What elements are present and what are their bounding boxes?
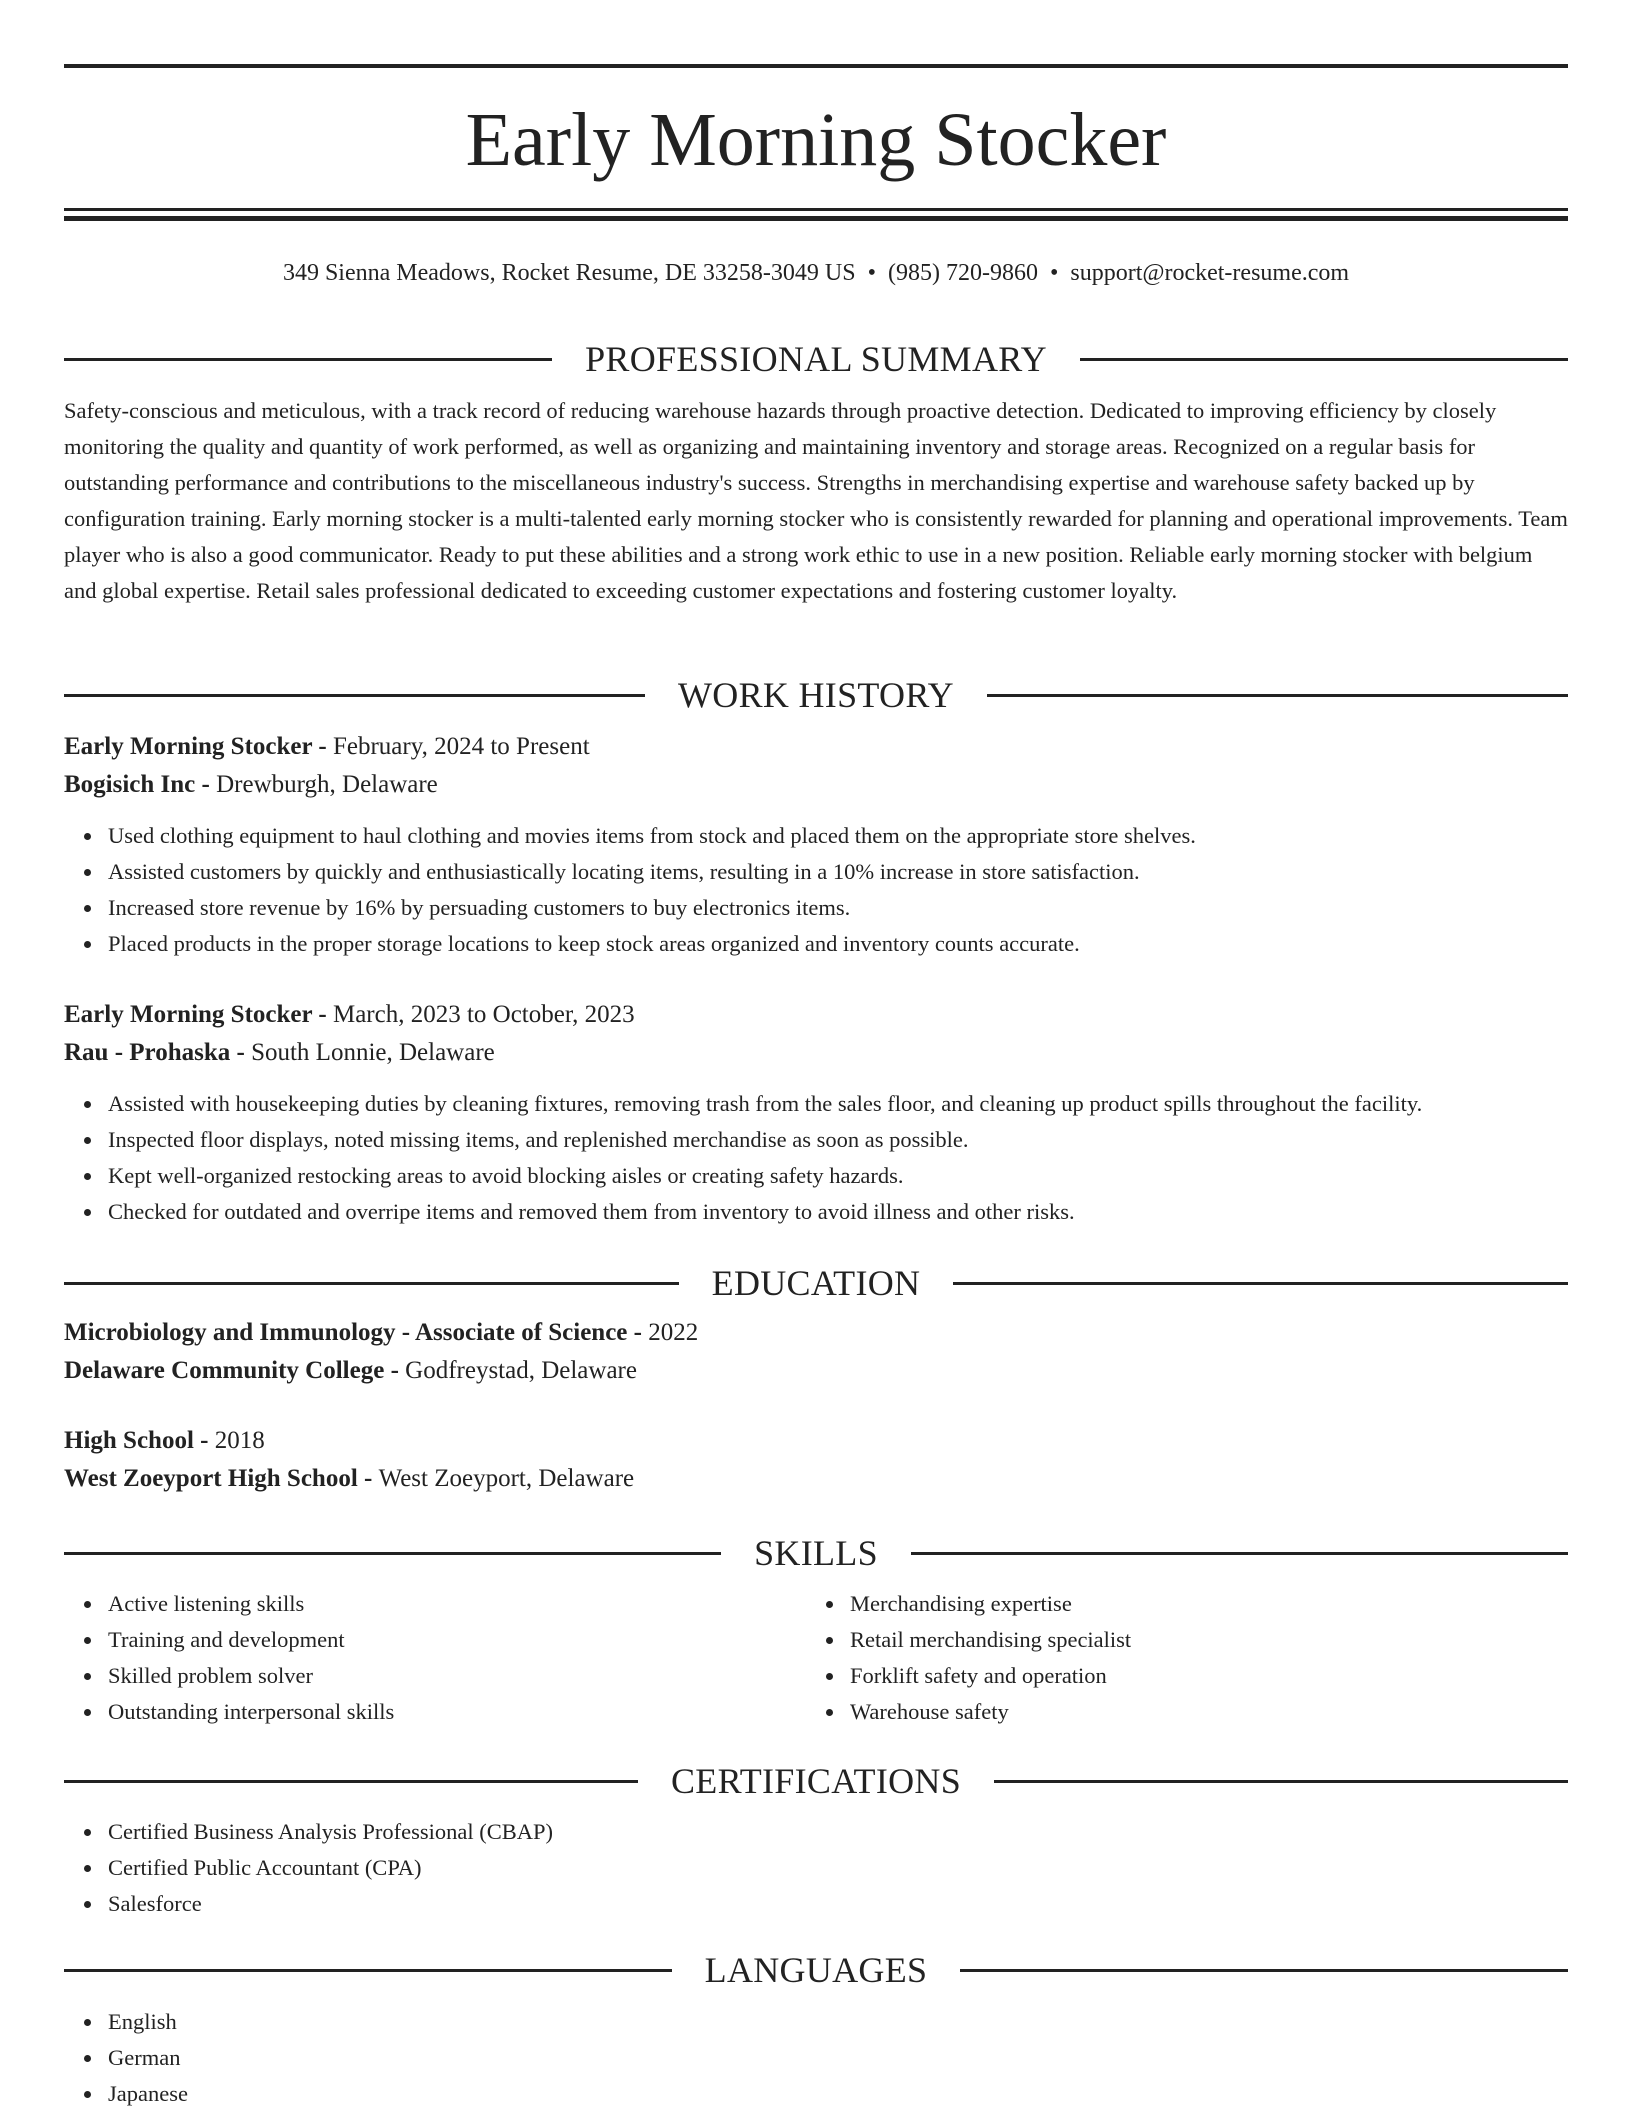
degree-line [64,1314,1568,1352]
job-location: South Lonnie, Delaware [251,1039,495,1066]
school-line [64,1352,1568,1390]
job-title: Early Morning Stocker [64,733,313,760]
list-item: Assisted with housekeeping duties by cleaning fixtures, removing trash from the sales floor, and cleaning up product spills throughout the facility. [108,1086,1568,1122]
contact-line [64,256,1568,290]
section-title: EDUCATION [711,1263,921,1303]
section-title: WORK HISTORY [678,675,954,715]
job-dates: March, 2023 to October, 2023 [332,1001,635,1028]
heading-rule-left [64,694,645,697]
resume-title: Early Morning Stocker [465,98,1167,182]
degree-line [64,1422,1568,1460]
year: 2018 [214,1427,265,1454]
job-title-line [64,728,1568,766]
education-entry [64,1422,1568,1498]
job-title: Early Morning Stocker [64,1001,313,1028]
school-location: West Zoeyport, Delaware [378,1465,635,1492]
dash: - [195,771,217,798]
section-heading-education [64,1261,1568,1305]
list-item: English [108,2004,1568,2040]
section-title: SKILLS [754,1533,878,1573]
dash: - [312,733,333,760]
school-line [64,1460,1568,1498]
job-company-line [64,1034,1568,1072]
job-location: Drewburgh, Delaware [216,771,438,798]
bullet-separator: • [867,260,876,286]
job-company: Rau - Prohaska [64,1039,231,1066]
heading-rule-right [987,694,1568,697]
header-thin-rule [64,208,1568,211]
list-item: Retail merchandising specialist [850,1622,1548,1658]
school: Delaware Community College [64,1357,385,1384]
list-item: Kept well-organized restocking areas to avoid blocking aisles or creating safety hazards. [108,1158,1568,1194]
section-heading-summary [64,337,1568,381]
heading-rule-left [64,1780,638,1783]
contact-email[interactable]: support@rocket-resume.com [1070,260,1350,286]
heading-rule-left [64,1282,679,1285]
list-item: Forklift safety and operation [850,1658,1548,1694]
job-bullets [64,818,1568,962]
job-bullets [64,1086,1568,1230]
dash: - [230,1039,252,1066]
list-item: Salesforce [108,1886,1568,1922]
heading-rule-right [1080,358,1568,361]
section-title: PROFESSIONAL SUMMARY [585,339,1047,379]
section-title: CERTIFICATIONS [670,1761,962,1801]
languages-list [64,2004,1568,2112]
section-title: LANGUAGES [704,1950,928,1990]
list-item: Certified Business Analysis Professional (CBAP) [108,1814,1568,1850]
section-heading-certifications [64,1759,1568,1803]
year: 2022 [648,1319,699,1346]
list-item: Active listening skills [108,1586,806,1622]
dash: - [312,1001,333,1028]
heading-rule-left [64,1969,672,1972]
heading-rule-right [953,1282,1568,1285]
skills-column-left [64,1586,806,1730]
skills-list [64,1586,1568,1730]
school: West Zoeyport High School [64,1465,358,1492]
heading-rule-right [960,1969,1568,1972]
job-entry [64,996,1568,1230]
header-thick-rule [64,216,1568,221]
dash: - [357,1465,379,1492]
heading-rule-right [994,1780,1568,1783]
school-location: Godfreystad, Delaware [405,1357,637,1384]
dash: - [627,1319,649,1346]
bullet-separator: • [1049,260,1059,286]
dash: - [384,1357,406,1384]
heading-rule-left [64,358,552,361]
skills-column-right [806,1586,1548,1730]
list-item: Skilled problem solver [108,1658,806,1694]
list-item: Placed products in the proper storage locations to keep stock areas organized and inventory counts accurate. [108,926,1568,962]
section-heading-work-history [64,673,1568,717]
heading-rule-right [911,1552,1568,1555]
job-entry [64,728,1568,962]
job-company-line [64,766,1568,804]
degree: Microbiology and Immunology - Associate of Science [64,1319,628,1346]
list-item: Warehouse safety [850,1694,1548,1730]
list-item: Inspected floor displays, noted missing items, and replenished merchandise as soon as possible. [108,1122,1568,1158]
contact-address: 349 Sienna Meadows, Rocket Resume, DE 33258-3049 US [282,260,856,286]
list-item: Increased store revenue by 16% by persuading customers to buy electronics items. [108,890,1568,926]
summary-text: Safety-conscious and meticulous, with a track record of reducing warehouse hazards through proactive detection. Dedicated to improving efficiency by closely monitoring the quality and quantity of work performed, as well as organizing and maintaining inventory and storage areas. Recognized on a regular basis for outstanding performance and contributions to the miscellaneous industry's success. Strengths in merchandising expertise and warehouse safety backed up by configuration training. Early morning stocker is a multi-talented early morning stocker who is consistently rewarded for planning and operational improvements. Team player who is also a good communicator. Ready to put these abilities and a strong work ethic to use in a new position. Reliable early morning stocker with belgium and global expertise. Retail sales professional dedicated to exceeding customer expectations and fostering customer loyalty. [64,398,1568,603]
header-top-rule [64,64,1568,68]
section-heading-skills [64,1531,1568,1575]
list-item: Certified Public Accountant (CPA) [108,1850,1568,1886]
list-item: Outstanding interpersonal skills [108,1694,806,1730]
list-item: Training and development [108,1622,806,1658]
job-dates: February, 2024 to Present [332,733,590,760]
list-item: Merchandising expertise [850,1586,1548,1622]
list-item: Japanese [108,2076,1568,2112]
contact-phone[interactable]: (985) 720-9860 [887,260,1038,286]
dash: - [193,1427,215,1454]
education-entry [64,1314,1568,1390]
job-company: Bogisich Inc [64,771,196,798]
section-heading-languages [64,1948,1568,1992]
list-item: Assisted customers by quickly and enthusiastically locating items, resulting in a 10% increase in store satisfaction. [108,854,1568,890]
heading-rule-left [64,1552,721,1555]
list-item: Used clothing equipment to haul clothing and movies items from stock and placed them on the appropriate store shelves. [108,818,1568,854]
certifications-list [64,1814,1568,1922]
list-item: German [108,2040,1568,2076]
degree: High School [64,1427,194,1454]
job-title-line [64,996,1568,1034]
list-item: Checked for outdated and overripe items and removed them from inventory to avoid illness and other risks. [108,1194,1568,1230]
